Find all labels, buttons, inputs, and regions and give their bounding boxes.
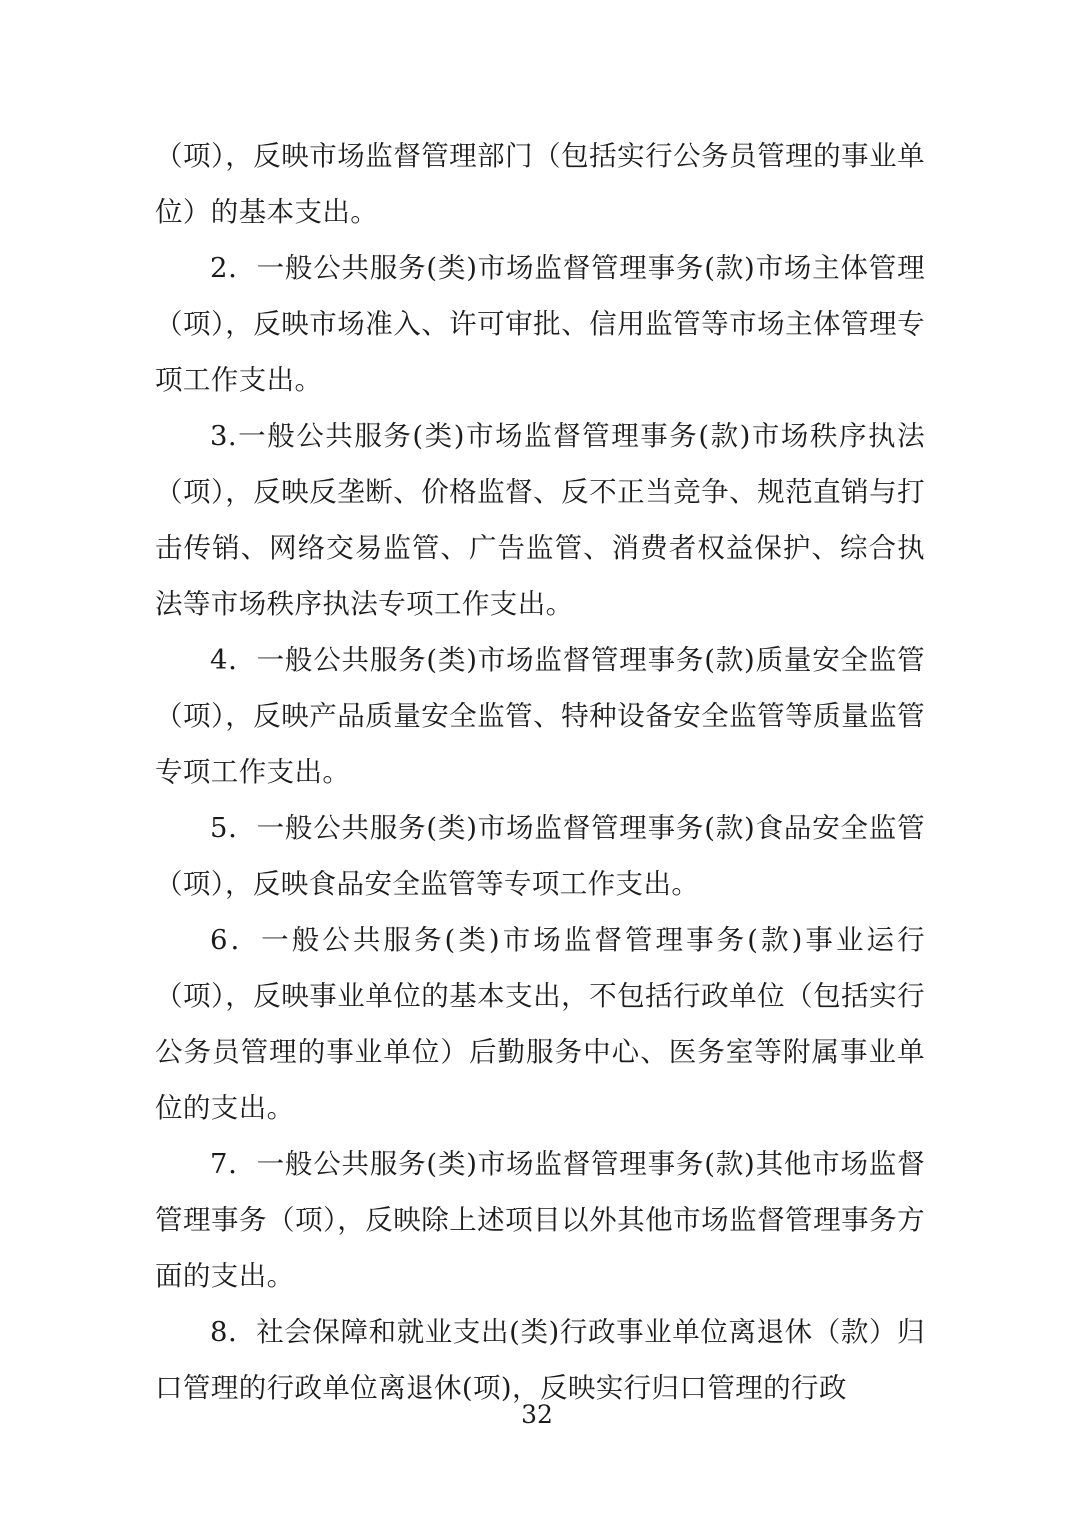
paragraph-item-2: 2．一般公共服务(类)市场监督管理事务(款)市场主体管理（项），反映市场准入、许可审批、信用监管等市场主体管理专项工作支出。 <box>155 252 925 396</box>
paragraph-item-3: 3.一般公共服务(类)市场监督管理事务(款)市场秩序执法（项），反映反垄断、价格监督、反不正当竞争、规范直销与打击传销、网络交易监管、广告监管、消费者权益保护、综合执法等市场秩序执法专项工作支出。 <box>155 420 925 620</box>
page-number: 32 <box>521 1400 553 1429</box>
paragraph-continuation: （项），反映市场监督管理部门（包括实行公务员管理的事业单位）的基本支出。 <box>155 140 925 228</box>
paragraph-item-8: 8．社会保障和就业支出(类)行政事业单位离退休（款）归口管理的行政单位离退休(项)，反映实行归口管理的行政 <box>155 1316 925 1404</box>
paragraph-item-5: 5．一般公共服务(类)市场监督管理事务(款)食品安全监管（项），反映食品安全监管等专项工作支出。 <box>155 812 925 900</box>
page-body <box>155 128 925 1416</box>
paragraph-item-4: 4．一般公共服务(类)市场监督管理事务(款)质量安全监管（项），反映产品质量安全监管、特种设备安全监管等质量监管专项工作支出。 <box>155 644 925 788</box>
paragraph-item-7: 7．一般公共服务(类)市场监督管理事务(款)其他市场监督管理事务（项），反映除上述项目以外其他市场监督管理事务方面的支出。 <box>155 1148 925 1292</box>
paragraph-item-6: 6．一般公共服务(类)市场监督管理事务(款)事业运行（项），反映事业单位的基本支出，不包括行政单位（包括实行公务员管理的事业单位）后勤服务中心、医务室等附属事业单位的支出。 <box>155 924 925 1124</box>
